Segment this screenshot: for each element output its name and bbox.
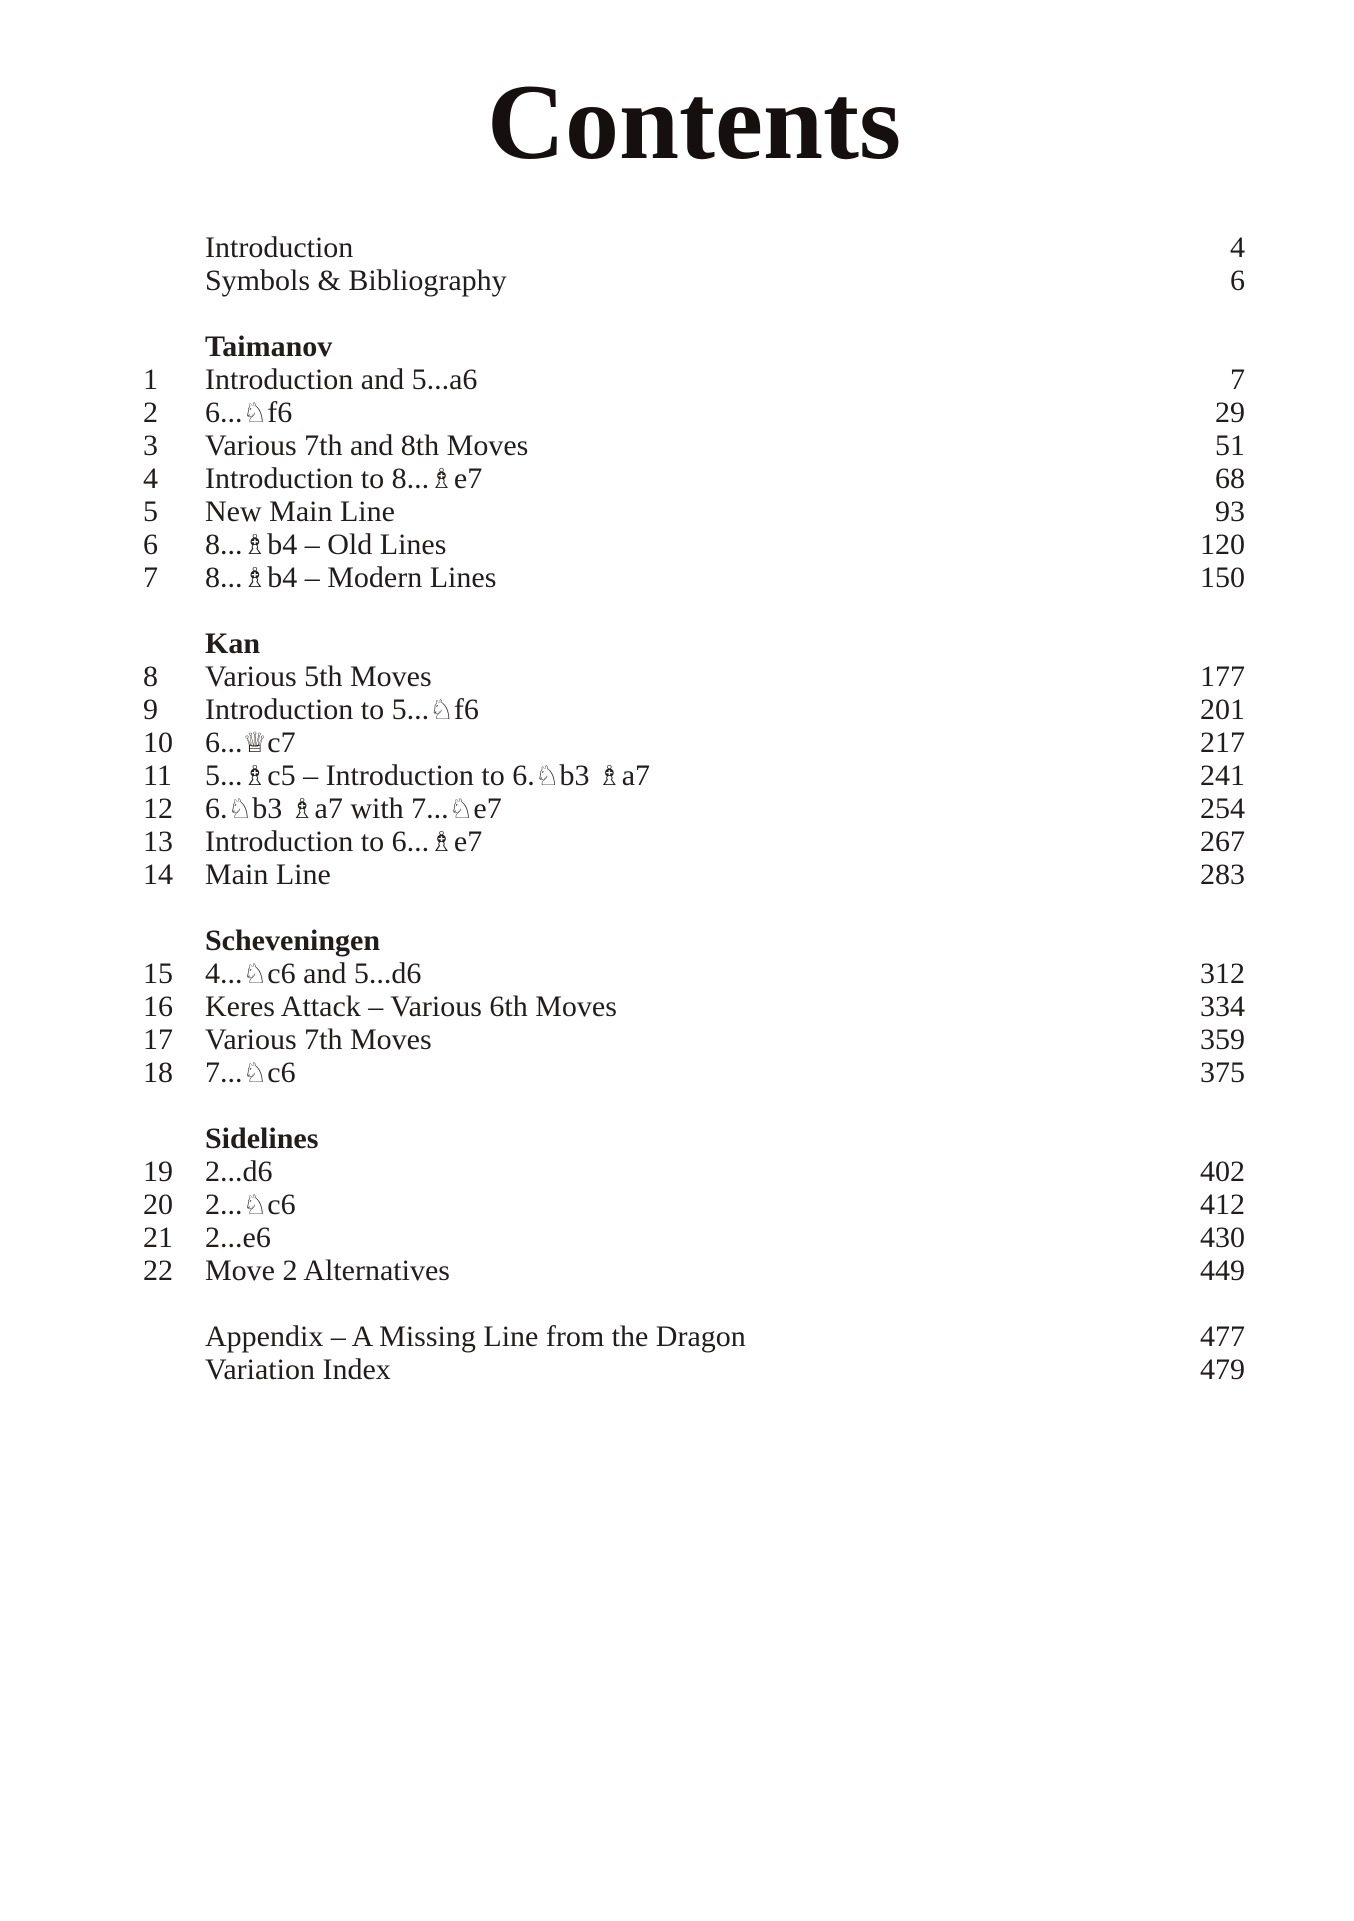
chapter-title: 2...d6 [205, 1155, 273, 1189]
chapter-title: 4...♘c6 and 5...d6 [205, 957, 422, 991]
chapter-number: 13 [143, 825, 173, 859]
page-number: 4 [1230, 231, 1245, 265]
toc-row [143, 1155, 1245, 1188]
toc-row [143, 231, 1245, 264]
chapter-number: 6 [143, 528, 158, 562]
toc-row [143, 957, 1245, 990]
toc-row [143, 1023, 1245, 1056]
bishop-figurine-icon: ♗ [429, 825, 454, 859]
page-number: 479 [1200, 1353, 1245, 1387]
chapter-title: 8...♗b4 – Modern Lines [205, 561, 497, 595]
toc-row [143, 264, 1245, 297]
chapter-title: Variation Index [205, 1353, 391, 1387]
page-number: 217 [1200, 726, 1245, 760]
bishop-figurine-icon: ♗ [596, 759, 622, 793]
toc-row [143, 396, 1245, 429]
page-number: 254 [1200, 792, 1245, 826]
toc-row [143, 462, 1245, 495]
section-heading-row [143, 330, 1245, 363]
page-number: 283 [1200, 858, 1245, 892]
chapter-number: 21 [143, 1221, 173, 1255]
chapter-number: 14 [143, 858, 173, 892]
section-heading-row [143, 627, 1245, 660]
toc-row [143, 363, 1245, 396]
toc-row [143, 1254, 1245, 1287]
page-number: 334 [1200, 990, 1245, 1024]
chapter-number: 1 [143, 363, 158, 397]
bishop-figurine-icon: ♗ [242, 561, 268, 595]
bishop-figurine-icon: ♗ [429, 462, 454, 496]
knight-figurine-icon: ♘ [242, 957, 268, 991]
section-heading-row [143, 924, 1245, 957]
toc-row [143, 1056, 1245, 1089]
section-heading-row [143, 1122, 1245, 1155]
chapter-number: 5 [143, 495, 158, 529]
page-number: 312 [1200, 957, 1245, 991]
toc-row [143, 1353, 1245, 1386]
chapter-number: 10 [143, 726, 173, 760]
chapter-number: 7 [143, 561, 158, 595]
toc-row [143, 1188, 1245, 1221]
chapter-title: Keres Attack – Various 6th Moves [205, 990, 617, 1024]
page-number: 359 [1200, 1023, 1245, 1057]
knight-figurine-icon: ♘ [227, 792, 253, 826]
chapter-title: Various 7th and 8th Moves [205, 429, 529, 463]
chapter-title: Symbols & Bibliography [205, 264, 507, 298]
knight-figurine-icon: ♘ [429, 693, 454, 727]
toc-row [143, 1320, 1245, 1353]
chapter-number: 2 [143, 396, 158, 430]
chapter-number: 9 [143, 693, 158, 727]
page-title: Contents [486, 63, 902, 182]
page-number: 449 [1200, 1254, 1245, 1288]
chapter-number: 3 [143, 429, 158, 463]
page-number: 267 [1200, 825, 1245, 859]
toc-section-kan [143, 627, 1245, 891]
chapter-title: Various 7th Moves [205, 1023, 432, 1057]
toc-section-scheveningen [143, 924, 1245, 1089]
knight-figurine-icon: ♘ [242, 1056, 268, 1090]
section-heading: Scheveningen [205, 924, 381, 958]
chapter-number: 22 [143, 1254, 173, 1288]
page-number: 375 [1200, 1056, 1245, 1090]
toc-section-sidelines [143, 1122, 1245, 1287]
back-matter-block [143, 1320, 1245, 1386]
page-number: 201 [1200, 693, 1245, 727]
chapter-title: Move 2 Alternatives [205, 1254, 450, 1288]
chapter-number: 8 [143, 660, 158, 694]
chapter-title: 6...♘f6 [205, 396, 293, 430]
page-number: 93 [1215, 495, 1245, 529]
chapter-title: 7...♘c6 [205, 1056, 296, 1090]
section-heading: Taimanov [205, 330, 333, 364]
toc-row [143, 825, 1245, 858]
toc-row [143, 429, 1245, 462]
toc-row [143, 1221, 1245, 1254]
chapter-title: Introduction and 5...a6 [205, 363, 478, 397]
chapter-number: 17 [143, 1023, 173, 1057]
chapter-title: Introduction to 6...♗e7 [205, 825, 483, 859]
chapter-title: 2...e6 [205, 1221, 271, 1255]
section-heading: Kan [205, 627, 261, 661]
page-number: 241 [1200, 759, 1245, 793]
section-heading: Sidelines [205, 1122, 319, 1156]
chapter-title: Introduction [205, 231, 354, 265]
chapter-title: 6...♕c7 [205, 726, 296, 760]
chapter-number: 18 [143, 1056, 173, 1090]
table-of-contents [143, 231, 1245, 1386]
chapter-title: Various 5th Moves [205, 660, 432, 694]
toc-row [143, 660, 1245, 693]
chapter-title: Main Line [205, 858, 331, 892]
toc-row [143, 528, 1245, 561]
chapter-title: Appendix – A Missing Line from the Dragon [205, 1320, 746, 1354]
toc-row [143, 561, 1245, 594]
page-number: 430 [1200, 1221, 1245, 1255]
page-number: 177 [1200, 660, 1245, 694]
toc-row [143, 693, 1245, 726]
page-number: 477 [1200, 1320, 1245, 1354]
chapter-number: 4 [143, 462, 158, 496]
chapter-number: 12 [143, 792, 173, 826]
page-number: 120 [1200, 528, 1245, 562]
page-number: 150 [1200, 561, 1245, 595]
knight-figurine-icon: ♘ [448, 792, 474, 826]
chapter-title: New Main Line [205, 495, 395, 529]
toc-row [143, 726, 1245, 759]
bishop-figurine-icon: ♗ [242, 528, 268, 562]
chapter-title: 5...♗c5 – Introduction to 6.♘b3 ♗a7 [205, 759, 651, 793]
chapter-title: Introduction to 8...♗e7 [205, 462, 483, 496]
knight-figurine-icon: ♘ [242, 396, 268, 430]
toc-section-taimanov [143, 330, 1245, 594]
chapter-title: 8...♗b4 – Old Lines [205, 528, 447, 562]
knight-figurine-icon: ♘ [242, 1188, 268, 1222]
bishop-figurine-icon: ♗ [289, 792, 315, 826]
page-number: 29 [1215, 396, 1245, 430]
toc-row [143, 858, 1245, 891]
chapter-number: 15 [143, 957, 173, 991]
page-number: 402 [1200, 1155, 1245, 1189]
chapter-number: 20 [143, 1188, 173, 1222]
page-number: 7 [1230, 363, 1245, 397]
page-number: 68 [1215, 462, 1245, 496]
chapter-title: 6.♘b3 ♗a7 with 7...♘e7 [205, 792, 502, 826]
toc-row [143, 495, 1245, 528]
chapter-title: Introduction to 5...♘f6 [205, 693, 479, 727]
toc-row [143, 759, 1245, 792]
front-matter-block [143, 231, 1245, 297]
queen-figurine-icon: ♕ [242, 726, 268, 760]
toc-row [143, 990, 1245, 1023]
page-number: 412 [1200, 1188, 1245, 1222]
knight-figurine-icon: ♘ [534, 759, 560, 793]
chapter-number: 19 [143, 1155, 173, 1189]
chapter-number: 11 [143, 759, 172, 793]
chapter-number: 16 [143, 990, 173, 1024]
chapter-title: 2...♘c6 [205, 1188, 296, 1222]
bishop-figurine-icon: ♗ [242, 759, 268, 793]
page-number: 51 [1215, 429, 1245, 463]
toc-row [143, 792, 1245, 825]
page-number: 6 [1230, 264, 1245, 298]
